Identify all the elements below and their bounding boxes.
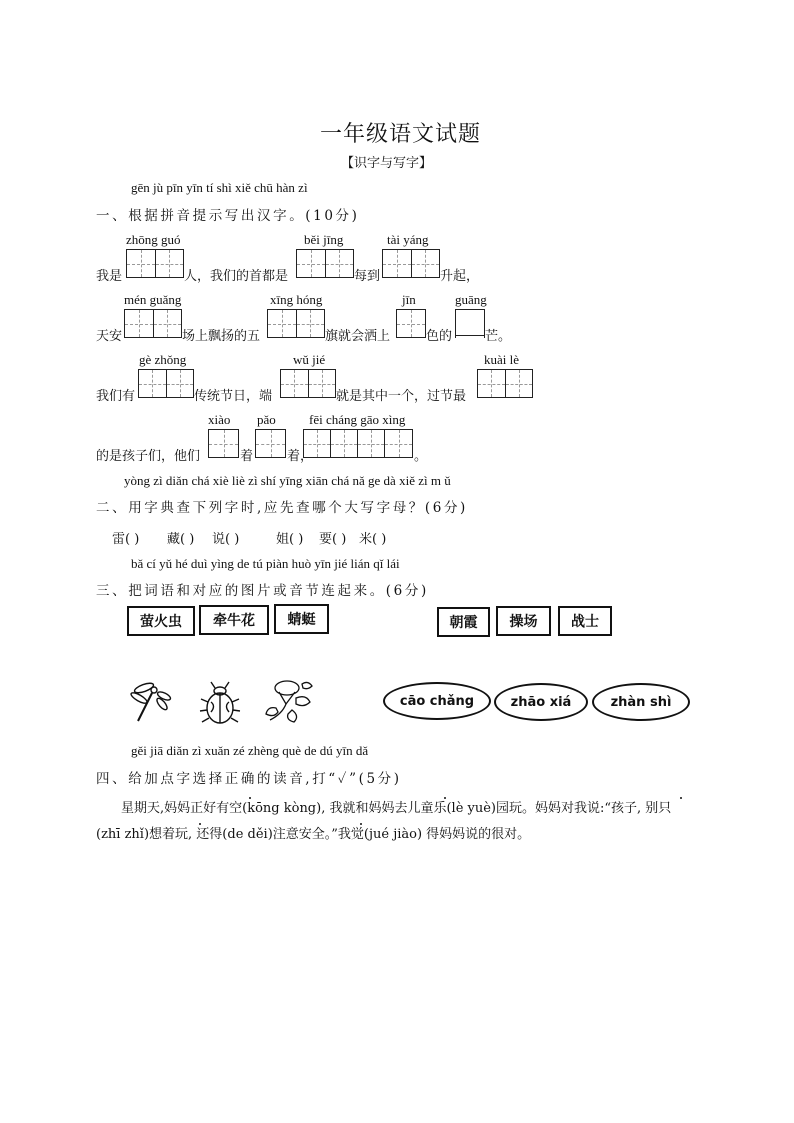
sentence-text: 我是 [96,269,123,284]
sentence-text: 天安 [96,329,123,344]
pinyin-hint: gè zhǒng [139,352,187,367]
pinyin-hint: kuài lè [484,352,520,367]
emphasis-dot [249,797,251,799]
sentence-text: 着， [287,449,314,464]
q4-heading: 四、给加点字选择正确的读音,打“✓”(5分) [96,771,402,787]
pinyin-hint: xīng hóng [270,292,323,307]
dragonfly-icon[interactable] [126,680,172,726]
writing-grid[interactable] [267,309,325,338]
writing-grid[interactable] [124,309,182,338]
writing-grid[interactable] [396,309,426,338]
writing-grid[interactable] [208,429,239,458]
lookup-item[interactable]: 要( ) [319,532,347,547]
emphasis-dot [199,823,201,825]
syllable-pill[interactable]: zhàn shì [592,683,690,721]
sentence-text: 色的 [426,329,453,344]
word-card[interactable]: 战士 [558,606,612,636]
sentence-text: 。 [414,449,428,464]
q2-pinyin: yòng zì diǎn chá xiè liè zì shí yīng xiān chá nǎ ge dà xiě zì m ǔ [124,473,451,488]
sentence-text: 芒。 [485,329,512,344]
sentence-text: 传统节日，端 [194,389,273,404]
writing-grid[interactable] [138,369,194,398]
section-label: 【识字与写字】 [341,156,433,171]
pinyin-hint: fēi cháng gāo xìng [309,412,406,427]
writing-grid[interactable] [303,429,413,458]
q3-pinyin: bǎ cí yǔ hé duì yìng de tú piàn huò yīn jié lián qǐ lái [131,556,400,571]
pinyin-hint: mén guǎng [124,292,182,307]
q4-pinyin: gěi jiā diǎn zì xuǎn zé zhèng què de dú yīn dǎ [131,743,369,758]
pinyin-hint: tài yáng [387,232,429,247]
writing-grid[interactable] [382,249,440,278]
sentence-text: 人，我们的首都是 [184,269,289,284]
sentence-text: 旗就会洒上 [325,329,391,344]
pinyin-hint: guāng [455,292,487,307]
writing-grid[interactable] [126,249,184,278]
beetle-icon[interactable] [198,680,242,726]
lookup-item[interactable]: 姐( ) [276,532,304,547]
sentence-text: 升起， [440,269,480,284]
sentence-text: 我们有 [96,389,136,404]
lookup-item[interactable]: 说( ) [212,532,240,547]
pinyin-hint: xiào [208,412,231,427]
lookup-item[interactable]: 米( ) [359,532,387,547]
pinyin-hint: jīn [402,292,416,307]
sentence-text: 场上飘扬的五 [182,329,261,344]
q1-heading: 一、根据拼音提示写出汉字。(10分) [96,208,360,224]
syllable-pill[interactable]: cāo chǎng [383,682,491,720]
sentence-text: 就是其中一个，过节最 [336,389,467,404]
q1-pinyin: gēn jù pīn yīn tí shì xiě chū hàn zì [131,180,308,195]
writing-grid[interactable] [280,369,336,398]
passage-line: (zhī zhǐ)想着玩, 还得(de děi)注意安全。”我觉(jué jiào) 得妈妈说的很对。 [96,827,531,842]
word-card[interactable]: 萤火虫 [127,606,195,636]
word-card[interactable]: 朝霞 [437,607,490,637]
pinyin-hint: běi jīng [304,232,344,247]
morning-glory-icon[interactable] [262,676,318,726]
writing-grid[interactable] [296,249,354,278]
sentence-text: 的是孩子们，他们 [96,449,201,464]
pinyin-hint: pǎo [257,412,276,427]
pinyin-hint: wǔ jié [293,352,326,367]
pinyin-hint: zhōng guó [126,232,181,247]
sentence-text: 每到 [354,269,381,284]
word-card[interactable]: 牵牛花 [199,605,269,635]
q3-heading: 三、把词语和对应的图片或音节连起来。(6分) [96,583,429,599]
lookup-item[interactable]: 藏( ) [167,532,195,547]
page-title: 一年级语文试题 [320,122,482,147]
writing-grid[interactable] [255,429,286,458]
emphasis-dot [360,823,362,825]
word-card[interactable]: 蜻蜓 [274,604,329,634]
emphasis-dot [444,797,446,799]
writing-box[interactable] [455,309,485,338]
q2-heading: 二、用字典查下列字时,应先查哪个大写字母？(6分) [96,500,468,516]
word-card[interactable]: 操场 [496,606,551,636]
sentence-text: 着 [240,449,254,464]
syllable-pill[interactable]: zhāo xiá [494,683,588,721]
passage-line: 星期天,妈妈正好有空(kōng kòng), 我就和妈妈去儿童乐(lè yuè)园玩。妈妈对我说:“孩子, 别只 [121,801,672,816]
emphasis-dot [680,797,682,799]
lookup-item[interactable]: 雷( ) [112,532,140,547]
writing-grid[interactable] [477,369,533,398]
